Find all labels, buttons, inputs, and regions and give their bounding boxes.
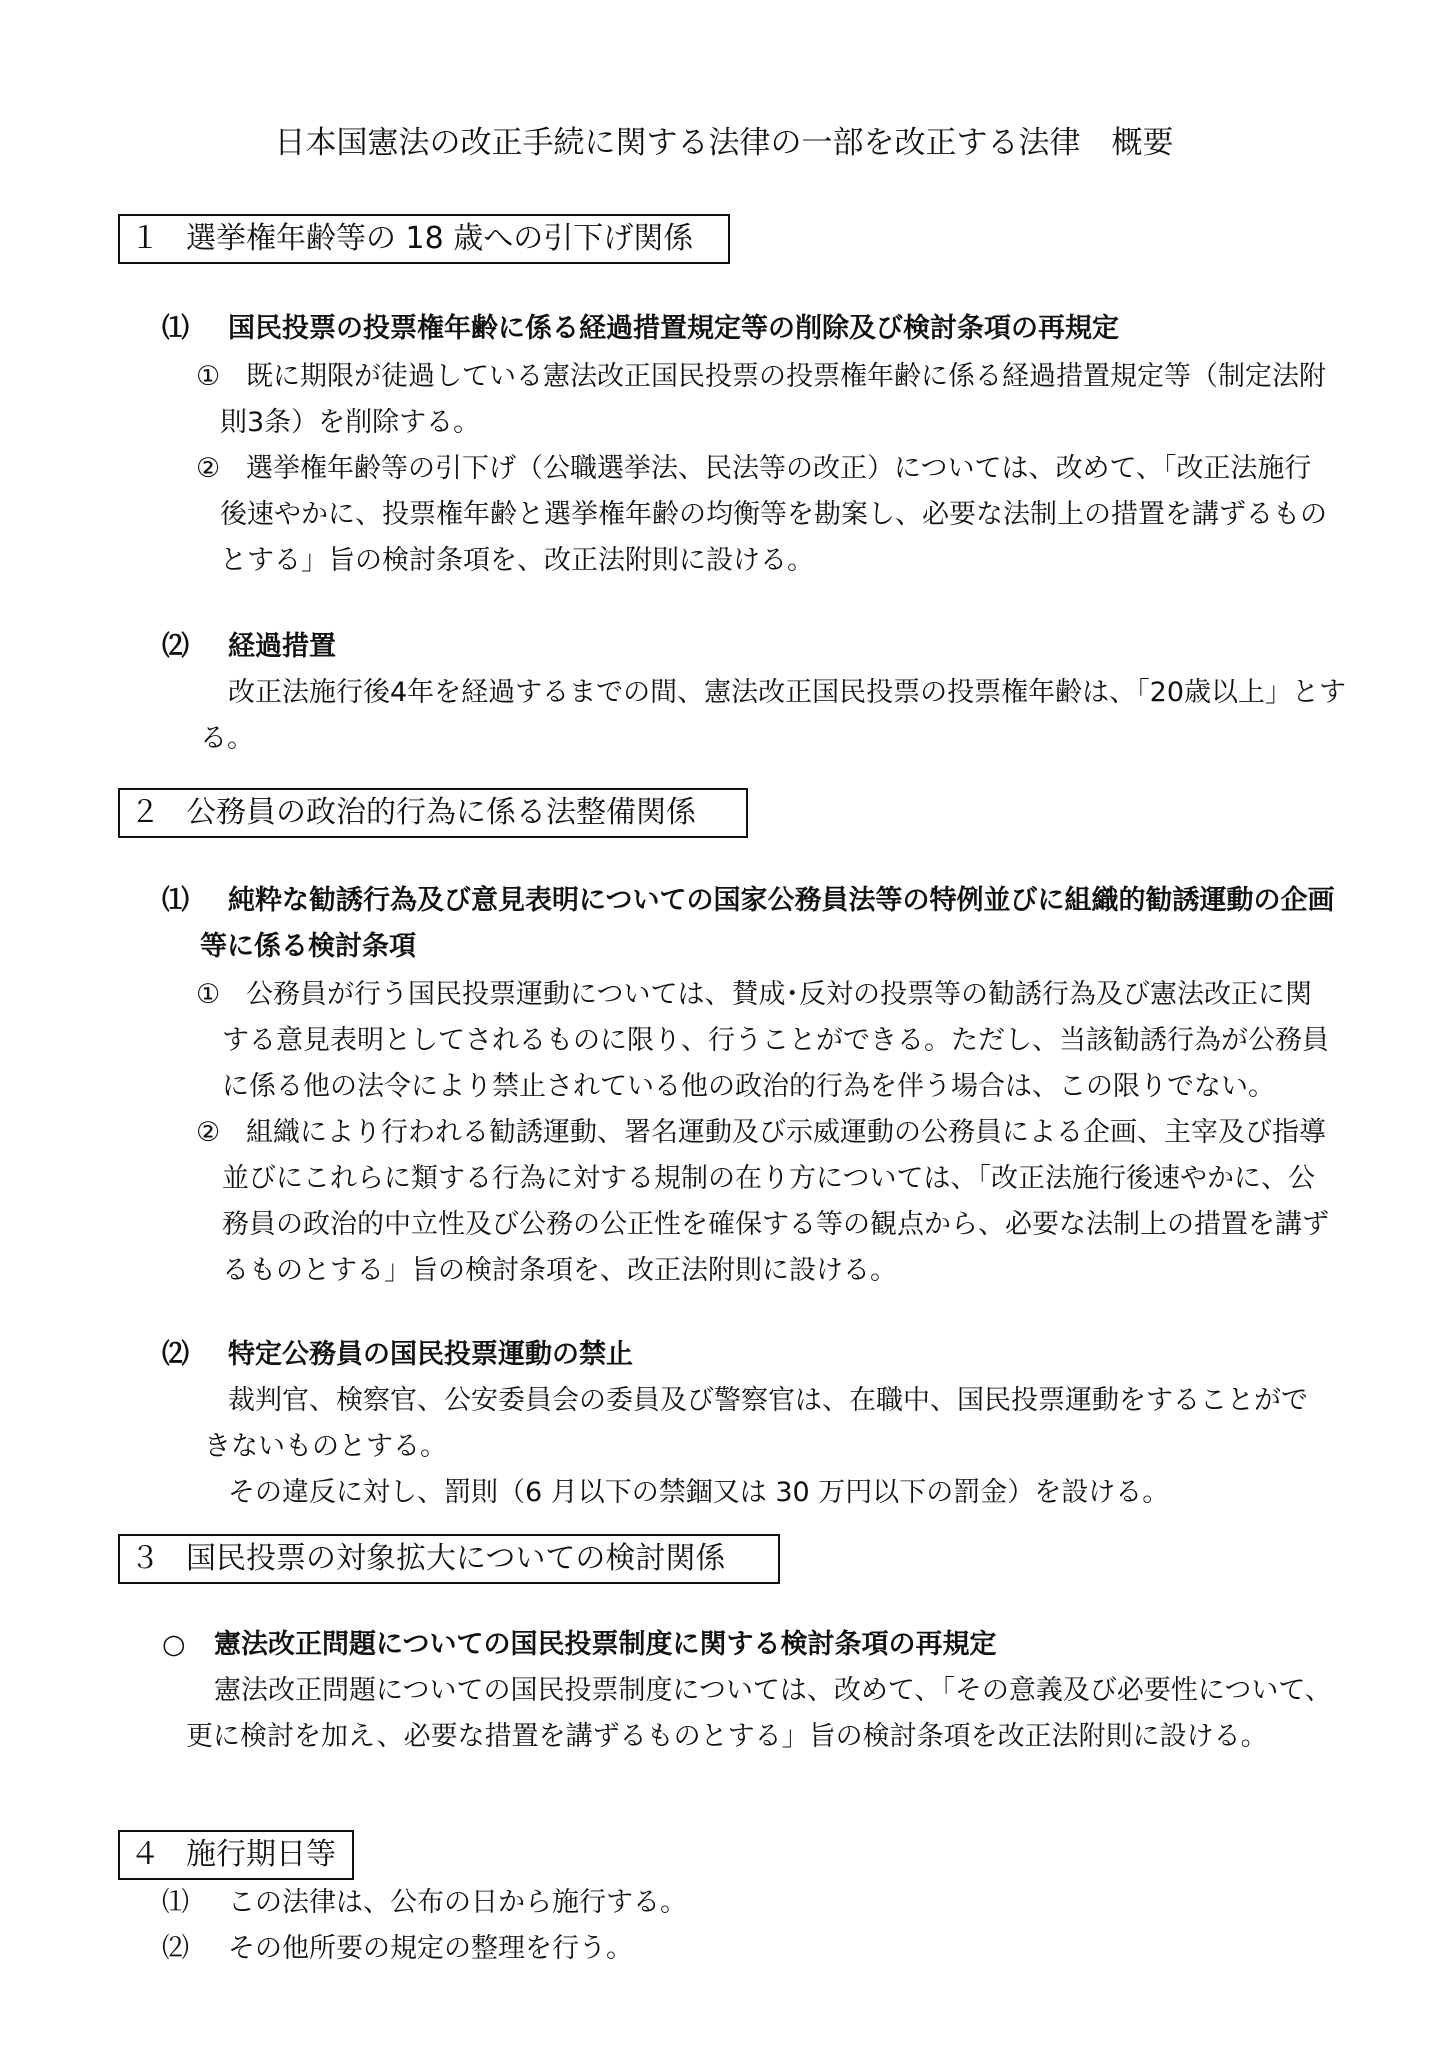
section-1-item-2-mark: ⑵	[162, 631, 189, 662]
section-2-number: ２	[130, 795, 160, 830]
section-2-heading: 公務員の政治的行為に係る法整備関係	[186, 795, 696, 830]
section-2-item-1-sub-1-line-1: 公務員が行う国民投票運動については、賛成･反対の投票等の勧誘行為及び憲法改正に関	[246, 979, 1312, 1010]
section-1-item-1-sub-2-line-3: とする」旨の検討条項を、改正法附則に設ける。	[220, 545, 814, 576]
section-2-item-2-line-3: その違反に対し、罰則（6 月以下の禁錮又は 30 万円以下の罰金）を設ける。	[228, 1477, 1170, 1508]
section-3-item-heading: 憲法改正問題についての国民投票制度に関する検討条項の再規定	[214, 1629, 997, 1660]
section-3-item-line-2: 更に検討を加え、必要な措置を講ずるものとする」旨の検討条項を改正法附則に設ける。	[186, 1721, 1268, 1752]
section-1-item-2-heading: 経過措置	[228, 631, 336, 662]
section-1-item-1-mark: ⑴	[162, 313, 189, 344]
section-2-item-1-sub-1-mark: ①	[196, 979, 221, 1010]
section-4-heading-box	[118, 1830, 354, 1880]
document-title: 日本国憲法の改正手続に関する法律の一部を改正する法律 概要	[274, 125, 1174, 161]
section-2-item-2-line-1: 裁判官、検察官、公安委員会の委員及び警察官は、在職中、国民投票運動をすることがで	[228, 1385, 1308, 1416]
section-4-item-1-text: この法律は、公布の日から施行する。	[228, 1887, 687, 1918]
section-3-item-mark: ○	[162, 1629, 186, 1660]
section-1-item-1-sub-2-line-2: 後速やかに、投票権年齢と選挙権年齢の均衡等を勘案し、必要な法制上の措置を講ずるもの	[220, 499, 1327, 530]
section-2-heading-box	[118, 788, 748, 838]
section-2-item-1-heading-line-2: 等に係る検討条項	[200, 931, 416, 962]
section-1-heading-box	[118, 214, 730, 264]
section-1-item-1-sub-1-line-1: 既に期限が徒過している憲法改正国民投票の投票権年齢に係る経過措置規定等（制定法附	[246, 361, 1326, 392]
section-1-item-1-sub-2-mark: ②	[196, 453, 221, 484]
section-2-item-1-sub-2-mark: ②	[196, 1117, 221, 1148]
section-3-heading: 国民投票の対象拡大についての検討関係	[186, 1541, 726, 1576]
section-2-item-2-mark: ⑵	[162, 1339, 189, 1370]
section-2-item-1-heading-line-1: 純粋な勧誘行為及び意見表明についての国家公務員法等の特例並びに組織的勧誘運動の企画	[228, 885, 1335, 916]
section-4-item-2-text: その他所要の規定の整理を行う。	[228, 1933, 633, 1964]
section-1-item-1-heading: 国民投票の投票権年齢に係る経過措置規定等の削除及び検討条項の再規定	[228, 313, 1119, 344]
section-1-number: １	[130, 221, 160, 256]
section-1-item-2-line-1: 改正法施行後4年を経過するまでの間、憲法改正国民投票の投票権年齢は、「20歳以上」とす	[228, 677, 1347, 708]
section-1-heading: 選挙権年齢等の 18 歳への引下げ関係	[186, 221, 694, 256]
section-4-item-1-mark: ⑴	[162, 1887, 189, 1918]
section-1-item-2-line-2: る。	[200, 723, 254, 754]
section-1-item-1-sub-1-line-2: 則3条）を削除する。	[220, 407, 481, 438]
section-2-item-1-sub-2-line-4: るものとする」旨の検討条項を、改正法附則に設ける。	[222, 1255, 897, 1286]
section-2-item-1-sub-2-line-1: 組織により行われる勧誘運動、署名運動及び示威運動の公務員による企画、主宰及び指導	[246, 1117, 1326, 1148]
section-4-heading: 施行期日等	[186, 1837, 336, 1872]
section-4-number: ４	[130, 1837, 160, 1872]
section-2-item-1-sub-2-line-2: 並びにこれらに類する行為に対する規制の在り方については、「改正法施行後速やかに、公	[222, 1163, 1315, 1194]
section-1-item-1-sub-1-mark: ①	[196, 361, 221, 392]
section-4-item-2-mark: ⑵	[162, 1933, 189, 1964]
section-3-item-line-1: 憲法改正問題についての国民投票制度については、改めて、「その意義及び必要性について、	[214, 1675, 1332, 1706]
section-2-item-1-sub-1-line-2: する意見表明としてされるものに限り、行うことができる。ただし、当該勧誘行為が公務員	[222, 1025, 1329, 1056]
section-3-number: ３	[130, 1541, 160, 1576]
section-2-item-2-line-2: きないものとする。	[204, 1431, 447, 1462]
section-2-item-1-mark: ⑴	[162, 885, 189, 916]
section-2-item-2-heading: 特定公務員の国民投票運動の禁止	[228, 1339, 633, 1370]
section-2-item-1-sub-2-line-3: 務員の政治的中立性及び公務の公正性を確保する等の観点から、必要な法制上の措置を講ず	[222, 1209, 1329, 1240]
section-3-heading-box	[118, 1534, 780, 1584]
section-2-item-1-sub-1-line-3: に係る他の法令により禁止されている他の政治的行為を伴う場合は、この限りでない。	[222, 1071, 1275, 1102]
section-1-item-1-sub-2-line-1: 選挙権年齢等の引下げ（公職選挙法、民法等の改正）については、改めて、「改正法施行	[246, 453, 1312, 484]
